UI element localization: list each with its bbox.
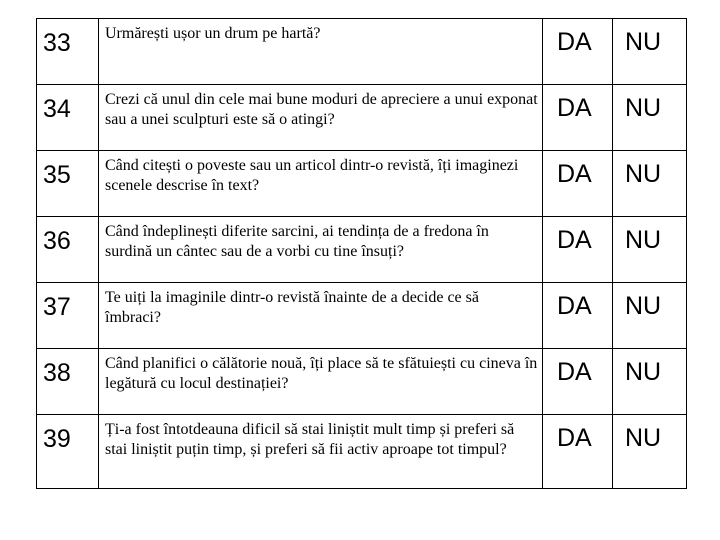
answer-yes[interactable]: DA [543,151,613,217]
question-number: 33 [37,19,99,85]
question-text: Când îndeplinești diferite sarcini, ai tendința de a fredona în surdină un cântec sau de a vorbi cu tine însuți? [99,217,543,283]
question-row-37 [37,283,687,349]
question-number: 39 [37,415,99,489]
question-text: Ți-a fost întotdeauna dificil să stai liniștit mult timp și preferi să stai liniștit puțin timp, și preferi să fii activ aproape tot timpul? [99,415,543,489]
answer-yes[interactable]: DA [543,415,613,489]
answer-yes[interactable]: DA [543,349,613,415]
answer-no[interactable]: NU [613,349,687,415]
question-row-38 [37,349,687,415]
question-text: Când citești o poveste sau un articol dintr-o revistă, îți imaginezi scenele descrise în text? [99,151,543,217]
questionnaire-table [36,18,687,489]
question-text: Urmărești ușor un drum pe hartă? [99,19,543,85]
question-number: 34 [37,85,99,151]
question-row-35 [37,151,687,217]
question-row-39 [37,415,687,489]
question-text: Când planifici o călătorie nouă, îți place să te sfătuiești cu cineva în legătură cu locul destinației? [99,349,543,415]
question-text: Crezi că unul din cele mai bune moduri de apreciere a unui exponat sau a unei sculpturi este să o atingi? [99,85,543,151]
question-row-33 [37,19,687,85]
answer-yes[interactable]: DA [543,217,613,283]
answer-no[interactable]: NU [613,415,687,489]
answer-yes[interactable]: DA [543,283,613,349]
question-row-36 [37,217,687,283]
answer-no[interactable]: NU [613,217,687,283]
question-number: 38 [37,349,99,415]
answer-no[interactable]: NU [613,283,687,349]
question-number: 35 [37,151,99,217]
question-text: Te uiți la imaginile dintr-o revistă înainte de a decide ce să îmbraci? [99,283,543,349]
question-number: 36 [37,217,99,283]
question-row-34 [37,85,687,151]
answer-no[interactable]: NU [613,151,687,217]
answer-yes[interactable]: DA [543,85,613,151]
answer-no[interactable]: NU [613,19,687,85]
question-number: 37 [37,283,99,349]
answer-yes[interactable]: DA [543,19,613,85]
answer-no[interactable]: NU [613,85,687,151]
